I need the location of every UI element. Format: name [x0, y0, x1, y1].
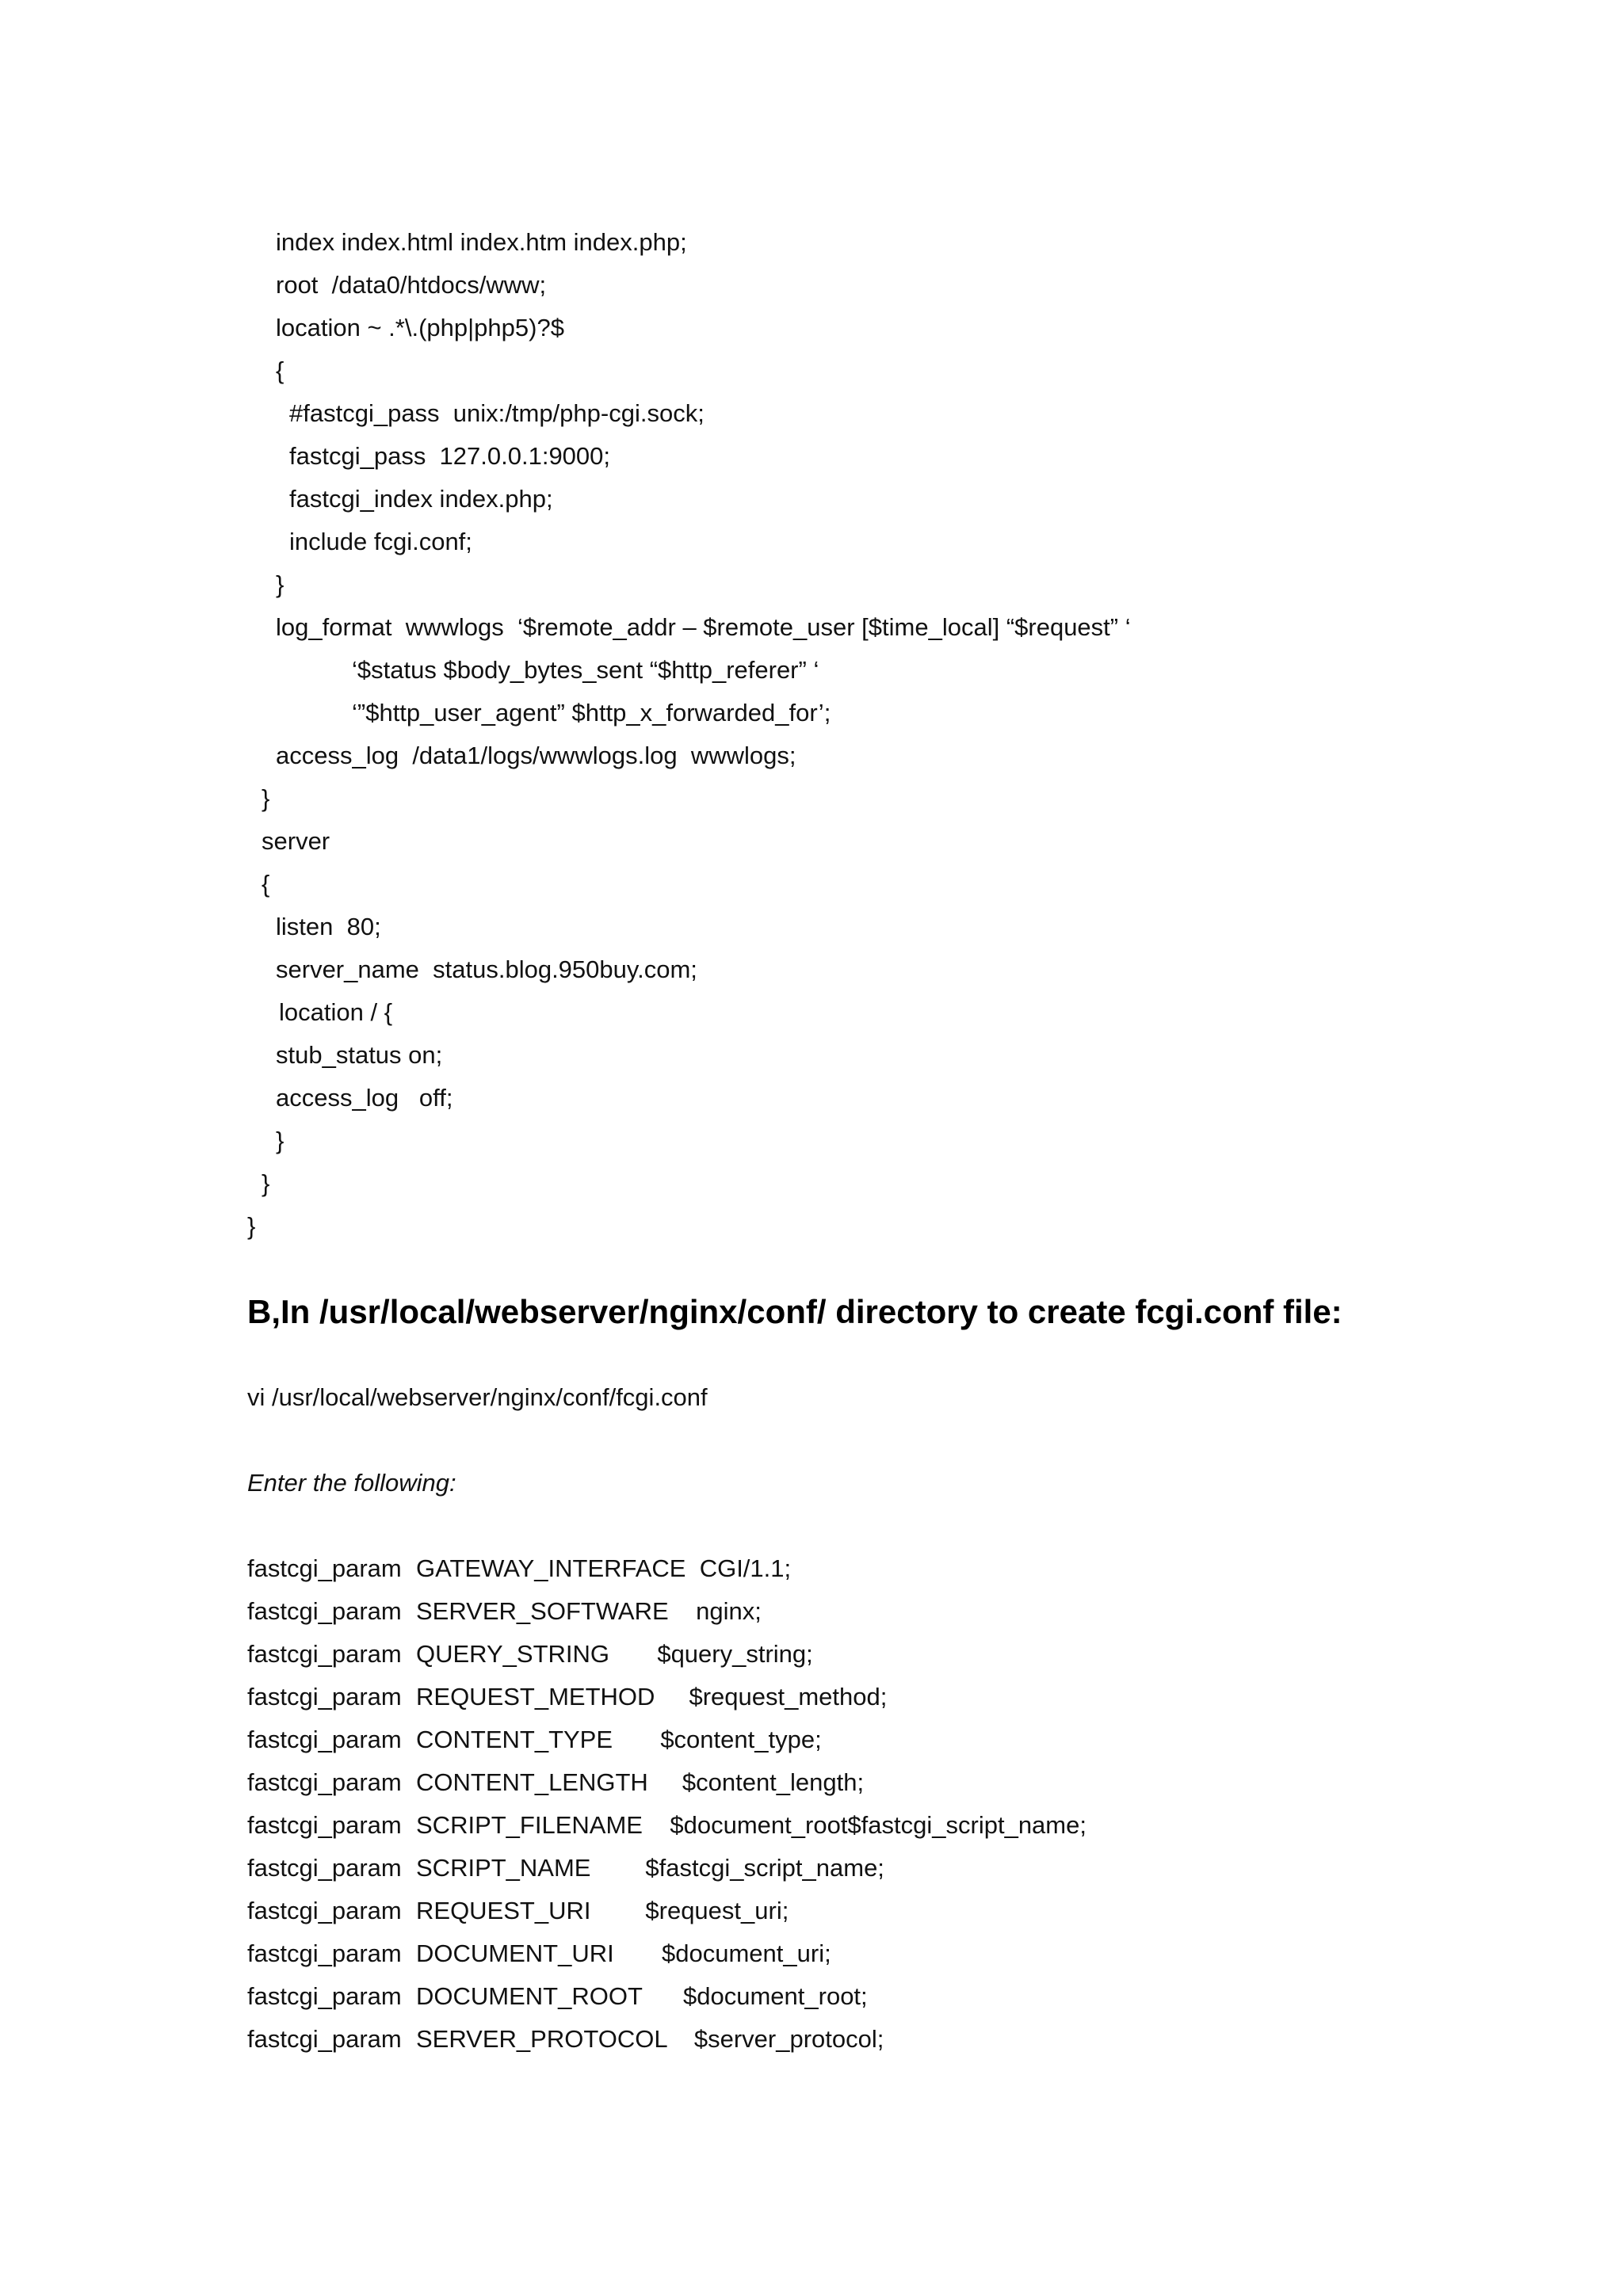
section-heading: B,In /usr/local/webserver/nginx/conf/ directory to create fcgi.conf file: — [247, 1293, 1342, 1330]
param-value: CONTENT_TYPE $content_type; — [416, 1726, 822, 1753]
code-line: { — [276, 357, 285, 384]
code-line: } — [262, 1169, 270, 1197]
param-directive: fastcgi_param — [247, 1768, 402, 1796]
param-directive: fastcgi_param — [247, 1854, 402, 1882]
instruction-text: Enter the following: — [247, 1469, 456, 1497]
code-line: fastcgi_pass 127.0.0.1:9000; — [289, 442, 611, 470]
param-value: REQUEST_METHOD $request_method; — [416, 1683, 888, 1711]
code-line: } — [247, 1212, 256, 1240]
param-directive: fastcgi_param — [247, 1811, 402, 1839]
code-line: location / { — [279, 998, 393, 1026]
command-text: vi /usr/local/webserver/nginx/conf/fcgi.conf — [247, 1383, 708, 1411]
param-value: SCRIPT_NAME $fastcgi_script_name; — [416, 1854, 884, 1882]
param-value: GATEWAY_INTERFACE CGI/1.1; — [416, 1554, 792, 1582]
param-value: DOCUMENT_ROOT $document_root; — [416, 1982, 868, 2010]
code-line: } — [262, 784, 270, 812]
param-value: SCRIPT_FILENAME $document_root$fastcgi_script_name; — [416, 1811, 1086, 1839]
code-line: access_log /data1/logs/wwwlogs.log wwwlogs; — [276, 742, 796, 769]
param-directive: fastcgi_param — [247, 1982, 402, 2010]
code-line: location ~ .*\.(php|php5)?$ — [276, 314, 564, 341]
param-directive: fastcgi_param — [247, 1897, 402, 1924]
code-line: include fcgi.conf; — [289, 528, 472, 555]
code-line: fastcgi_index index.php; — [289, 485, 553, 513]
param-directive: fastcgi_param — [247, 1939, 402, 1967]
code-line: #fastcgi_pass unix:/tmp/php-cgi.sock; — [289, 399, 705, 427]
code-line: } — [276, 1127, 285, 1154]
code-line: ‘”$http_user_agent” $http_x_forwarded_for’; — [352, 699, 831, 727]
code-line: access_log off; — [276, 1084, 453, 1112]
param-value: REQUEST_URI $request_uri; — [416, 1897, 789, 1924]
code-line: } — [276, 570, 285, 598]
code-line: { — [262, 870, 270, 898]
code-line: index index.html index.htm index.php; — [276, 228, 687, 256]
param-line — [247, 2023, 884, 2150]
param-directive: fastcgi_param — [247, 1597, 402, 1625]
code-line: listen 80; — [276, 913, 381, 940]
param-directive: fastcgi_param — [247, 1726, 402, 1753]
code-line: ‘$status $body_bytes_sent “$http_referer” ‘ — [352, 656, 819, 684]
code-line: server — [262, 827, 330, 855]
param-value: SERVER_SOFTWARE nginx; — [416, 1597, 762, 1625]
param-value: QUERY_STRING $query_string; — [416, 1640, 813, 1668]
code-line: server_name status.blog.950buy.com; — [276, 955, 697, 983]
param-directive: fastcgi_param — [247, 2025, 402, 2053]
param-value: DOCUMENT_URI $document_uri; — [416, 1939, 831, 1967]
param-directive: fastcgi_param — [247, 1554, 402, 1582]
param-directive: fastcgi_param — [247, 1640, 402, 1668]
code-line: log_format wwwlogs ‘$remote_addr – $remote_user [$time_local] “$request” ‘ — [276, 613, 1131, 641]
param-value: CONTENT_LENGTH $content_length; — [416, 1768, 865, 1796]
code-line: stub_status on; — [276, 1041, 443, 1069]
param-directive: fastcgi_param — [247, 1683, 402, 1711]
code-line: root /data0/htdocs/www; — [276, 271, 547, 299]
param-value: SERVER_PROTOCOL $server_protocol; — [416, 2025, 884, 2053]
